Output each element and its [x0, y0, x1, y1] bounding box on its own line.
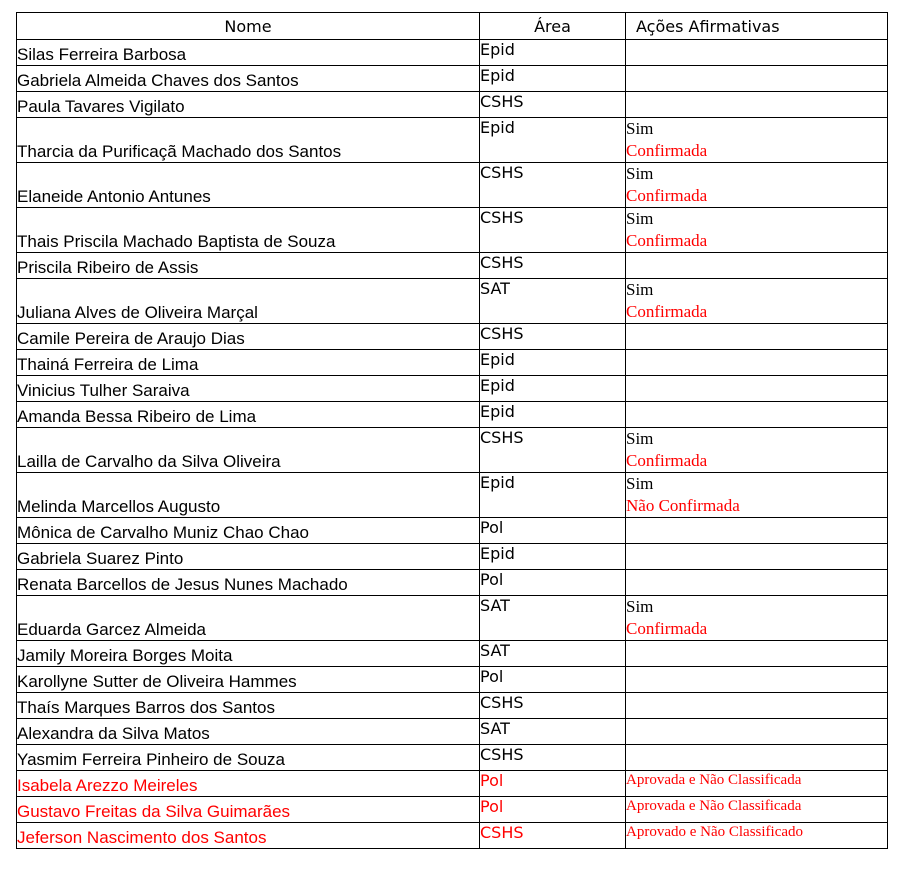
cell-name: Paula Tavares Vigilato: [17, 92, 480, 118]
table-row: [17, 428, 888, 473]
table-row: [17, 518, 888, 544]
cell-area: CSHS: [480, 823, 626, 849]
table-row: [17, 570, 888, 596]
cell-affirmative-action: [626, 473, 888, 518]
cell-affirmative-action: [626, 66, 888, 92]
table-row: [17, 641, 888, 667]
table-row: [17, 350, 888, 376]
cell-affirmative-action: [626, 324, 888, 350]
cell-name: Melinda Marcellos Augusto: [17, 473, 480, 518]
table-row: [17, 376, 888, 402]
cell-area: Pol: [480, 518, 626, 544]
cell-name: Camile Pereira de Araujo Dias: [17, 324, 480, 350]
cell-affirmative-action: [626, 402, 888, 428]
table-row: [17, 667, 888, 693]
cell-name: Juliana Alves de Oliveira Marçal: [17, 279, 480, 324]
cell-name: Jamily Moreira Borges Moita: [17, 641, 480, 667]
affirmative-action-status: Confirmada: [626, 141, 708, 160]
table-row: [17, 771, 888, 797]
table-row: [17, 402, 888, 428]
cell-name: Elaneide Antonio Antunes: [17, 163, 480, 208]
cell-name: Tharcia da Purificaçã Machado dos Santos: [17, 118, 480, 163]
cell-name: Priscila Ribeiro de Assis: [17, 253, 480, 279]
cell-area: Pol: [480, 771, 626, 797]
cell-name: Thaís Marques Barros dos Santos: [17, 693, 480, 719]
table-row: [17, 92, 888, 118]
cell-area: Epid: [480, 402, 626, 428]
classification-note: Aprovada e Não Classificada: [626, 798, 802, 814]
table-row: [17, 745, 888, 771]
cell-affirmative-action: [626, 350, 888, 376]
cell-affirmative-action: [626, 544, 888, 570]
cell-area: CSHS: [480, 92, 626, 118]
cell-area: CSHS: [480, 428, 626, 473]
results-table: [16, 12, 888, 849]
cell-area: CSHS: [480, 693, 626, 719]
cell-area: Pol: [480, 797, 626, 823]
table-row: [17, 797, 888, 823]
cell-affirmative-action: [626, 667, 888, 693]
cell-affirmative-action: [626, 641, 888, 667]
table-row: [17, 279, 888, 324]
cell-affirmative-action: [626, 118, 888, 163]
cell-area: Epid: [480, 473, 626, 518]
table-body: [17, 40, 888, 849]
cell-name: Mônica de Carvalho Muniz Chao Chao: [17, 518, 480, 544]
cell-affirmative-action: [626, 376, 888, 402]
affirmative-action-flag: Sim: [626, 119, 654, 138]
cell-name: Isabela Arezzo Meireles: [17, 771, 480, 797]
affirmative-action-status: Não Confirmada: [626, 496, 740, 515]
cell-affirmative-action: [626, 253, 888, 279]
affirmative-action-status: Confirmada: [626, 302, 708, 321]
cell-area: Pol: [480, 667, 626, 693]
classification-note: Aprovado e Não Classificado: [626, 824, 804, 840]
affirmative-action-flag: Sim: [626, 429, 654, 448]
table-row: [17, 823, 888, 849]
cell-name: Eduarda Garcez Almeida: [17, 596, 480, 641]
cell-affirmative-action: [626, 797, 888, 823]
cell-area: Pol: [480, 570, 626, 596]
cell-area: SAT: [480, 596, 626, 641]
cell-affirmative-action: [626, 771, 888, 797]
affirmative-action-status: Confirmada: [626, 619, 708, 638]
table-row: [17, 253, 888, 279]
cell-affirmative-action: [626, 518, 888, 544]
cell-affirmative-action: [626, 719, 888, 745]
cell-name: Amanda Bessa Ribeiro de Lima: [17, 402, 480, 428]
header-name: Nome: [17, 13, 480, 40]
cell-name: Karollyne Sutter de Oliveira Hammes: [17, 667, 480, 693]
table-row: [17, 324, 888, 350]
cell-name: Gabriela Suarez Pinto: [17, 544, 480, 570]
table-row: [17, 693, 888, 719]
cell-name: Gustavo Freitas da Silva Guimarães: [17, 797, 480, 823]
affirmative-action-flag: Sim: [626, 209, 654, 228]
cell-area: CSHS: [480, 745, 626, 771]
cell-affirmative-action: [626, 693, 888, 719]
header-affirmative-actions: Ações Afirmativas: [626, 13, 888, 40]
cell-area: CSHS: [480, 324, 626, 350]
cell-area: Epid: [480, 40, 626, 66]
cell-area: CSHS: [480, 253, 626, 279]
table-row: [17, 163, 888, 208]
affirmative-action-flag: Sim: [626, 474, 654, 493]
cell-affirmative-action: [626, 279, 888, 324]
cell-affirmative-action: [626, 163, 888, 208]
cell-name: Alexandra da Silva Matos: [17, 719, 480, 745]
cell-affirmative-action: [626, 40, 888, 66]
table-row: [17, 118, 888, 163]
cell-area: Epid: [480, 350, 626, 376]
header-area: Área: [480, 13, 626, 40]
cell-name: Gabriela Almeida Chaves dos Santos: [17, 66, 480, 92]
cell-name: Thais Priscila Machado Baptista de Souza: [17, 208, 480, 253]
cell-affirmative-action: [626, 208, 888, 253]
cell-name: Lailla de Carvalho da Silva Oliveira: [17, 428, 480, 473]
cell-affirmative-action: [626, 823, 888, 849]
table-row: [17, 719, 888, 745]
cell-area: Epid: [480, 66, 626, 92]
cell-area: SAT: [480, 719, 626, 745]
cell-affirmative-action: [626, 570, 888, 596]
cell-name: Yasmim Ferreira Pinheiro de Souza: [17, 745, 480, 771]
affirmative-action-status: Confirmada: [626, 451, 708, 470]
cell-name: Renata Barcellos de Jesus Nunes Machado: [17, 570, 480, 596]
affirmative-action-flag: Sim: [626, 597, 654, 616]
cell-affirmative-action: [626, 92, 888, 118]
cell-affirmative-action: [626, 745, 888, 771]
table-row: [17, 544, 888, 570]
affirmative-action-flag: Sim: [626, 280, 654, 299]
cell-area: Epid: [480, 376, 626, 402]
cell-name: Jeferson Nascimento dos Santos: [17, 823, 480, 849]
cell-area: Epid: [480, 544, 626, 570]
affirmative-action-status: Confirmada: [626, 231, 708, 250]
table-row: [17, 66, 888, 92]
affirmative-action-flag: Sim: [626, 164, 654, 183]
cell-area: SAT: [480, 279, 626, 324]
cell-area: CSHS: [480, 163, 626, 208]
cell-area: SAT: [480, 641, 626, 667]
cell-name: Thainá Ferreira de Lima: [17, 350, 480, 376]
cell-name: Silas Ferreira Barbosa: [17, 40, 480, 66]
affirmative-action-status: Confirmada: [626, 186, 708, 205]
cell-area: CSHS: [480, 208, 626, 253]
table-row: [17, 40, 888, 66]
cell-area: Epid: [480, 118, 626, 163]
header-row: [17, 13, 888, 40]
table-row: [17, 208, 888, 253]
classification-note: Aprovada e Não Classificada: [626, 772, 802, 788]
cell-name: Vinicius Tulher Saraiva: [17, 376, 480, 402]
table-row: [17, 473, 888, 518]
cell-affirmative-action: [626, 428, 888, 473]
table-row: [17, 596, 888, 641]
cell-affirmative-action: [626, 596, 888, 641]
